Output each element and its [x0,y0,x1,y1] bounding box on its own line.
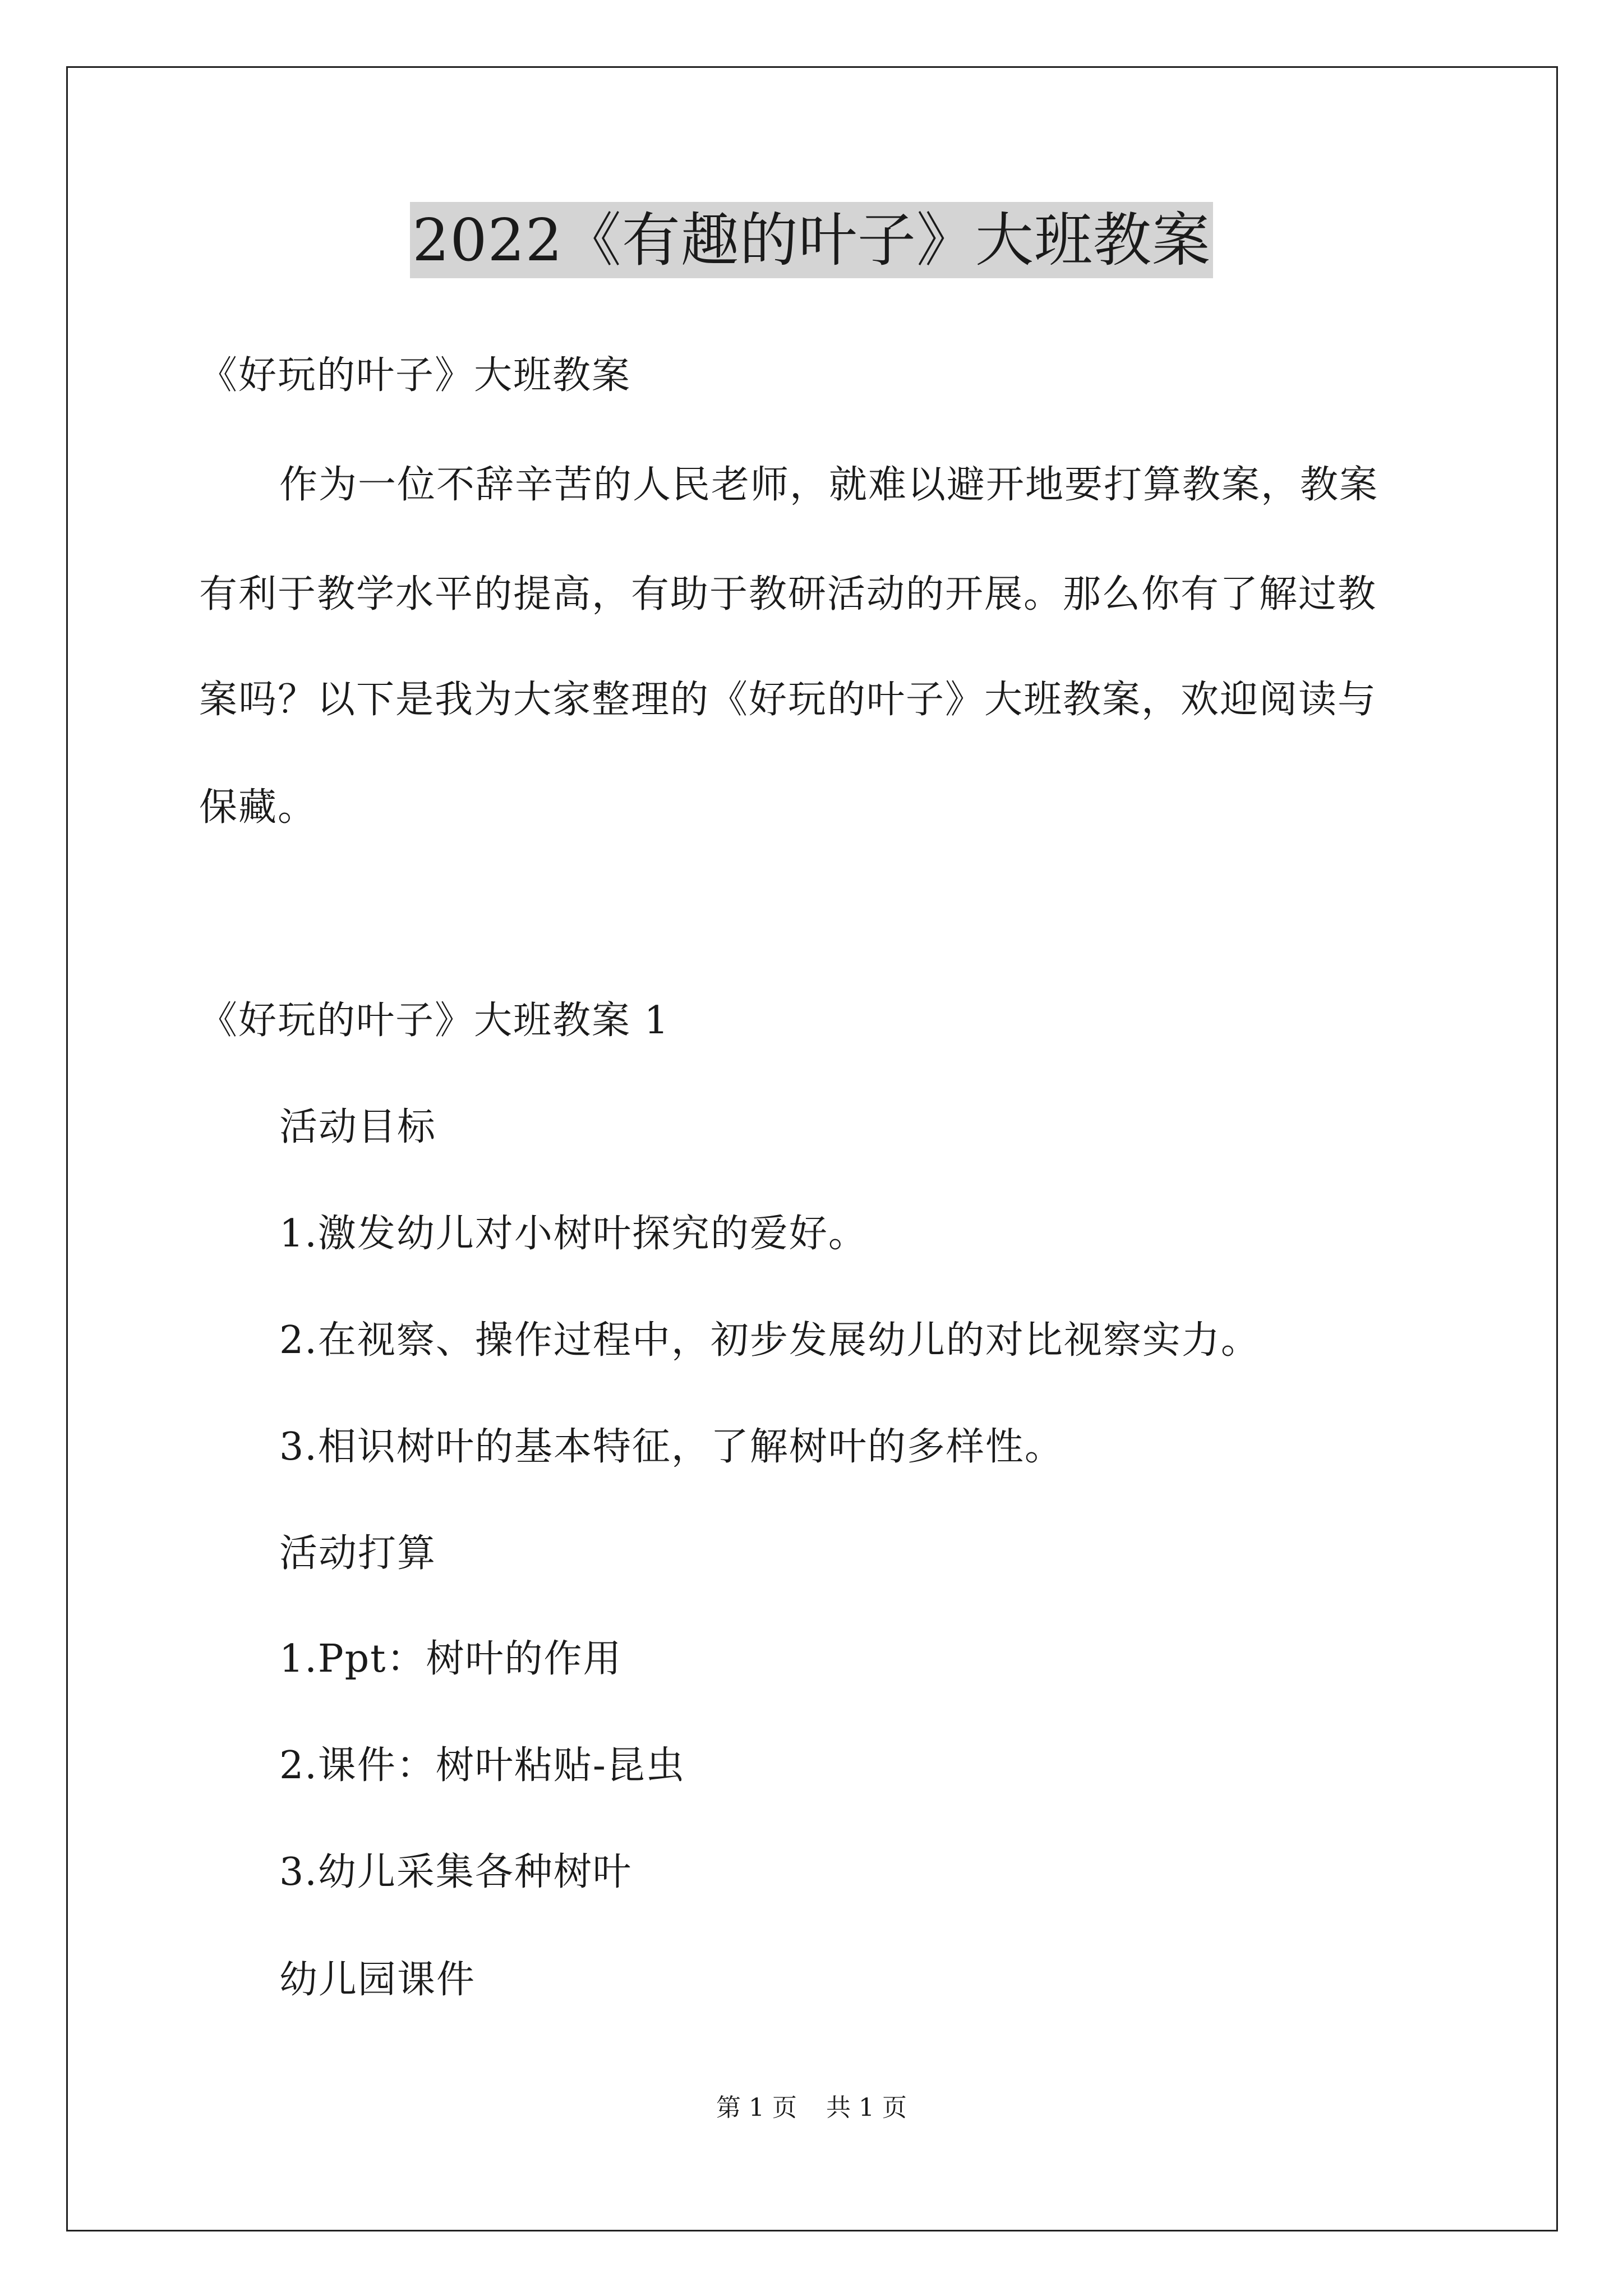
intro-line-1: 作为一位不辞辛苦的人民老师，就难以避开地要打算教案，教案 [279,463,1379,507]
goals-heading: 活动目标 [279,1105,437,1149]
intro-line-2: 有利于教学水平的提高，有助于教研活动的开展。那么你有了解过教 [199,572,1377,616]
title-block [0,202,1623,278]
prep-item-1: 1.Ppt：树叶的作用 [279,1637,623,1681]
page-footer [0,2092,1623,2124]
page-number: 第 1 页 [716,2093,797,2122]
document-title: 2022《有趣的叶子》大班教案 [410,202,1213,278]
extra-line: 幼儿园课件 [279,1958,476,2002]
subtitle: 《好玩的叶子》大班教案 [199,353,631,398]
page-total: 共 1 页 [826,2093,907,2122]
prep-item-2: 2.课件：树叶粘贴-昆虫 [279,1743,685,1788]
prep-heading: 活动打算 [279,1531,437,1576]
section-title: 《好玩的叶子》大班教案 1 [199,999,670,1043]
prep-item-3: 3.幼儿采集各种树叶 [279,1850,632,1894]
goal-item-1: 1.激发幼儿对小树叶探究的爱好。 [279,1212,868,1256]
intro-line-4: 保藏。 [199,785,317,830]
goal-item-2: 2.在视察、操作过程中，初步发展幼儿的对比视察实力。 [279,1318,1260,1363]
intro-line-3: 案吗？以下是我为大家整理的《好玩的叶子》大班教案，欢迎阅读与 [199,678,1377,722]
goal-item-3: 3.相识树叶的基本特征，了解树叶的多样性。 [279,1425,1064,1469]
